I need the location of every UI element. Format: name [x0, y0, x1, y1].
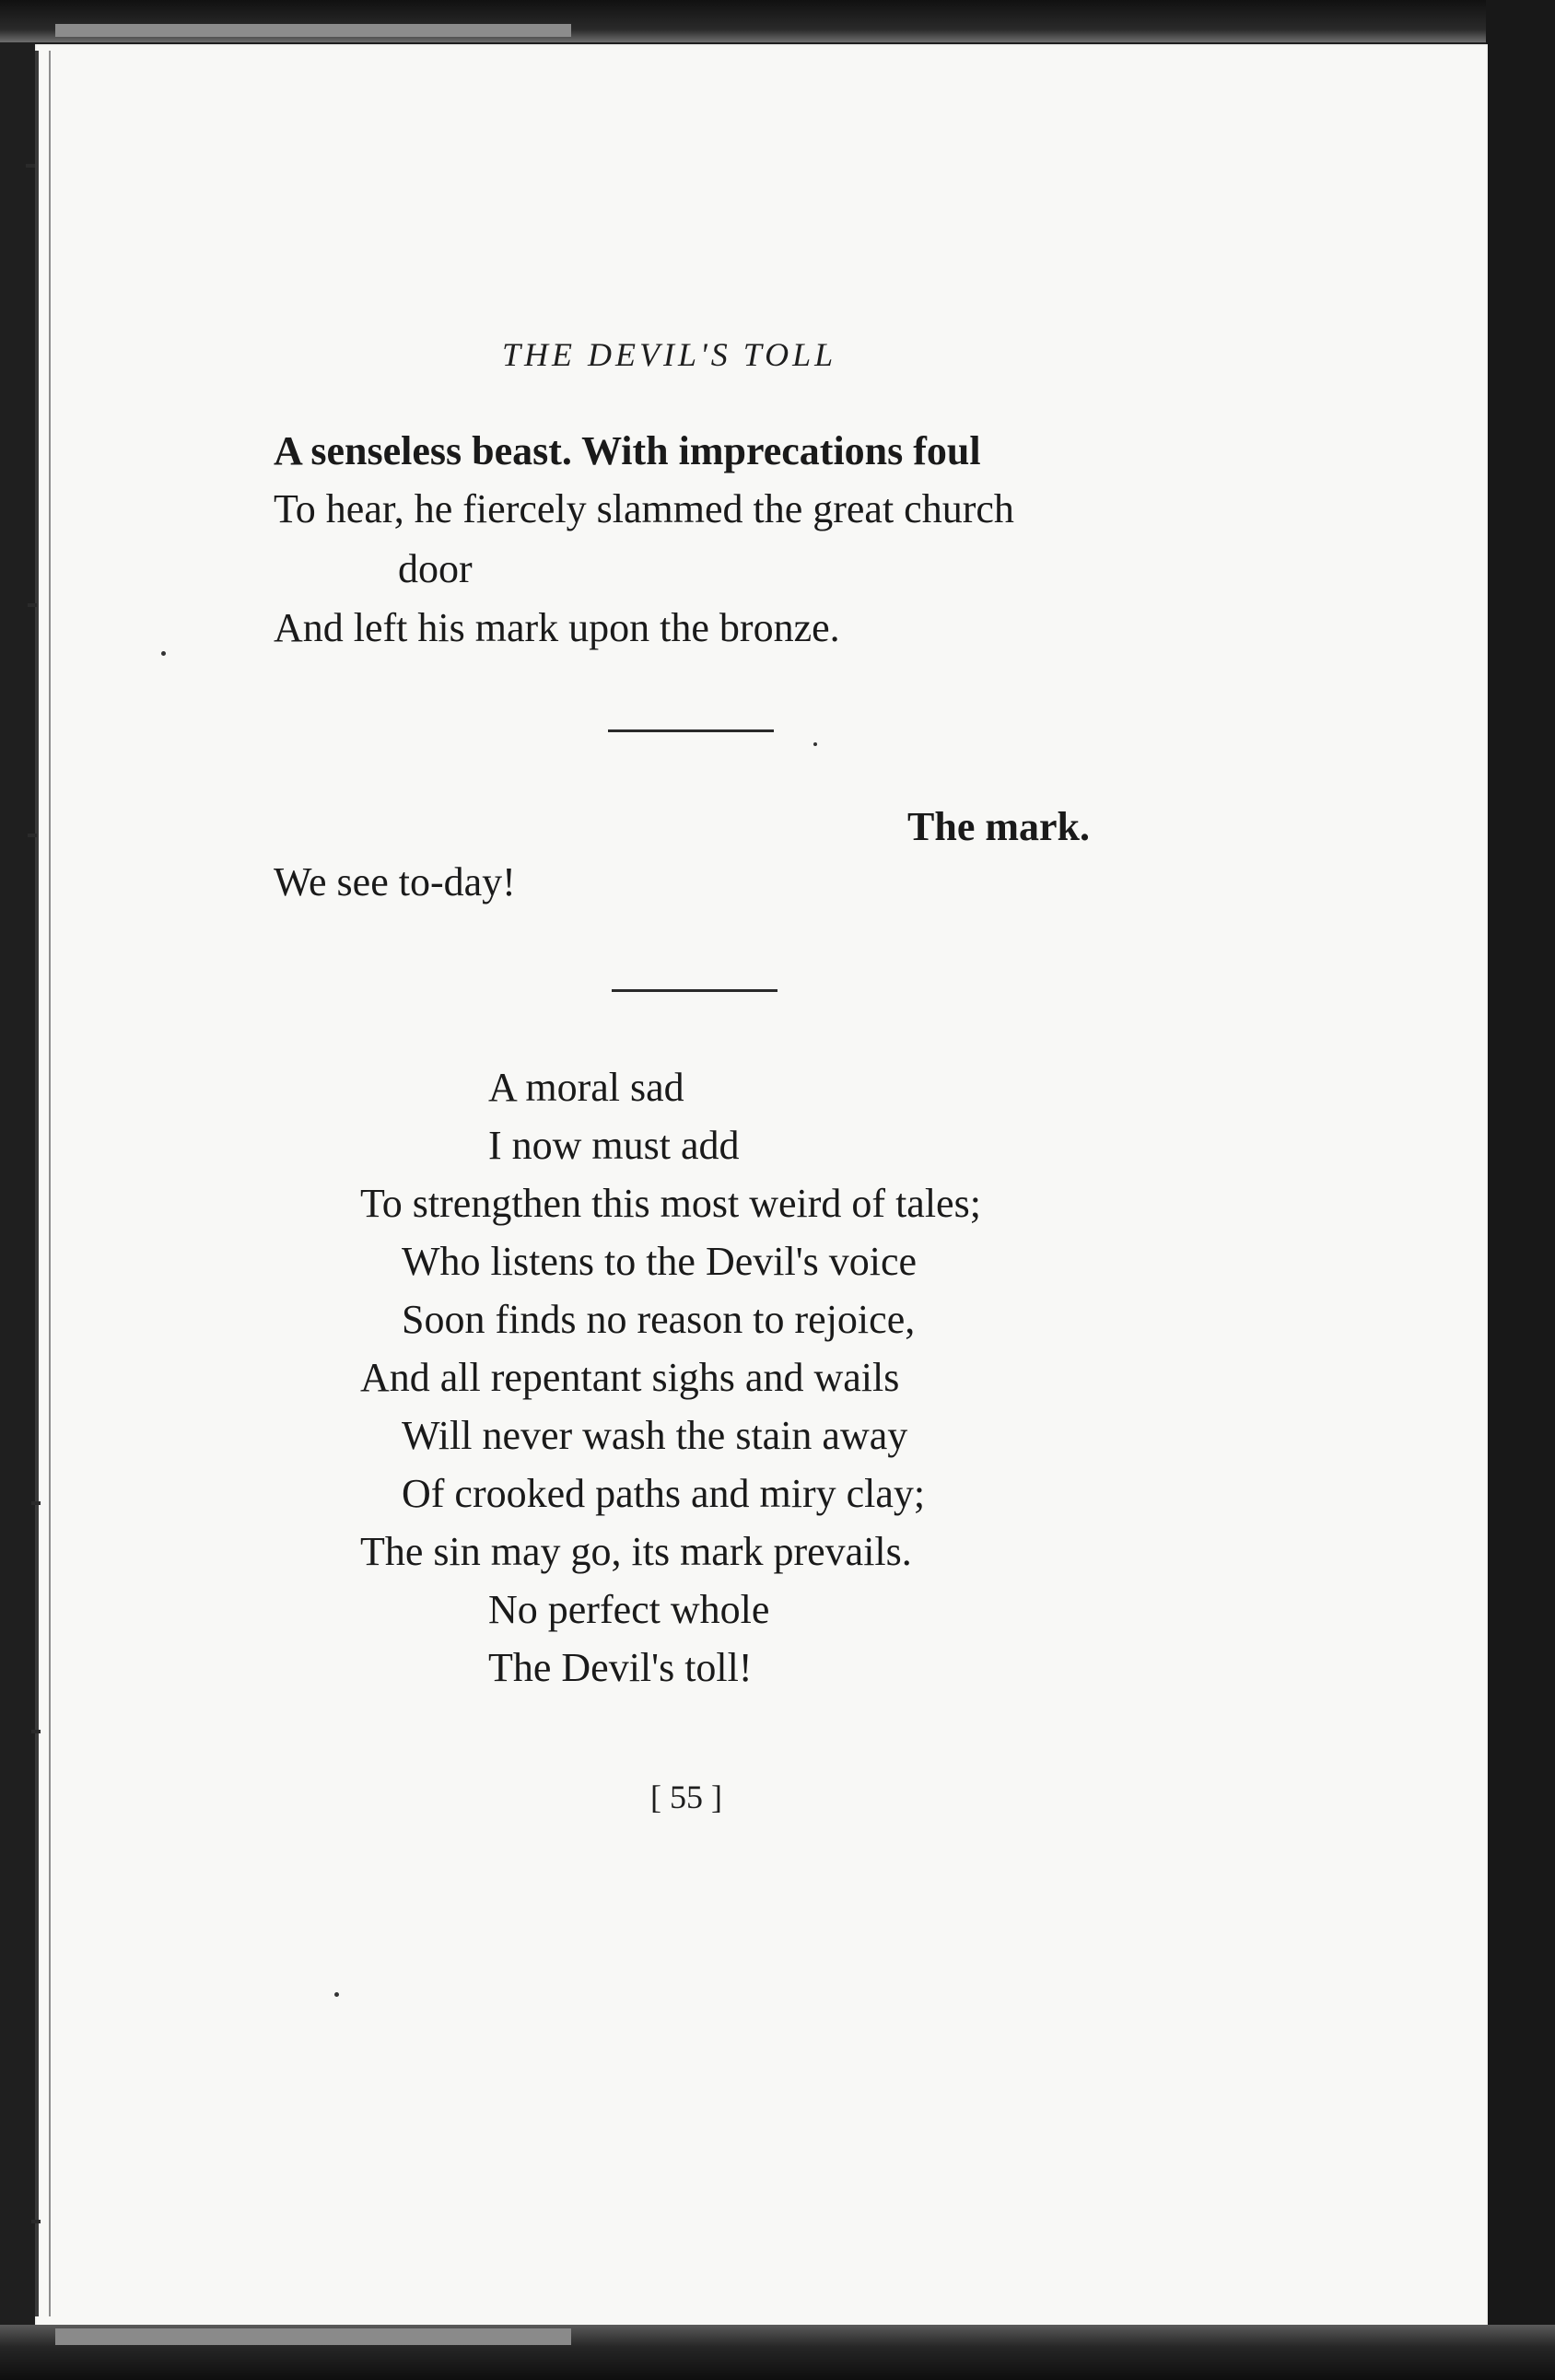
gutter-mark: [26, 164, 35, 168]
poem-line: And left his mark upon the bronze.: [274, 605, 840, 650]
gutter-mark: [31, 1501, 41, 1505]
binding-gutter-inner-line: [49, 51, 51, 2316]
poem-line: And all repentant sighs and wails: [360, 1355, 900, 1400]
page-number: [ 55 ]: [650, 1779, 722, 1815]
section-divider: [608, 729, 774, 732]
speck: [813, 742, 817, 746]
scan-top-strip: [55, 24, 571, 37]
gutter-mark: [28, 603, 37, 607]
scan-top-edge: [0, 0, 1555, 42]
poem-line: No perfect whole: [488, 1587, 770, 1632]
section-divider: [612, 989, 778, 992]
poem-line: Soon finds no reason to rejoice,: [402, 1297, 916, 1342]
poem-line: A senseless beast. With imprecations foul: [274, 428, 981, 473]
poem-line: I now must add: [488, 1123, 740, 1168]
scan-right-edge: [1486, 0, 1555, 2380]
poem-line: The sin may go, its mark prevails.: [360, 1529, 912, 1574]
dialogue-line: We see to-day!: [274, 859, 516, 904]
gutter-mark: [31, 2220, 41, 2223]
poem-line: Of crooked paths and miry clay;: [402, 1471, 926, 1516]
gutter-mark: [31, 1730, 41, 1733]
speck: [334, 1992, 339, 1997]
poem-line: A moral sad: [488, 1065, 684, 1110]
speck: [161, 651, 166, 656]
poem-line: Will never wash the stain away: [402, 1413, 908, 1458]
poem-line: door: [398, 546, 473, 591]
poem-line: Who listens to the Devil's voice: [402, 1239, 918, 1284]
poem-line: To strengthen this most weird of tales;: [360, 1181, 981, 1226]
dialogue-line: The mark.: [907, 804, 1090, 849]
scan-bottom-edge: [0, 2325, 1555, 2380]
scan-bottom-strip: [55, 2328, 571, 2345]
running-head: THE DEVIL'S TOLL: [502, 336, 837, 373]
gutter-mark: [28, 834, 37, 837]
binding-gutter-line: [35, 51, 39, 2316]
poem-line: To hear, he fiercely slammed the great church: [274, 486, 1014, 531]
poem-line: The Devil's toll!: [488, 1645, 753, 1690]
